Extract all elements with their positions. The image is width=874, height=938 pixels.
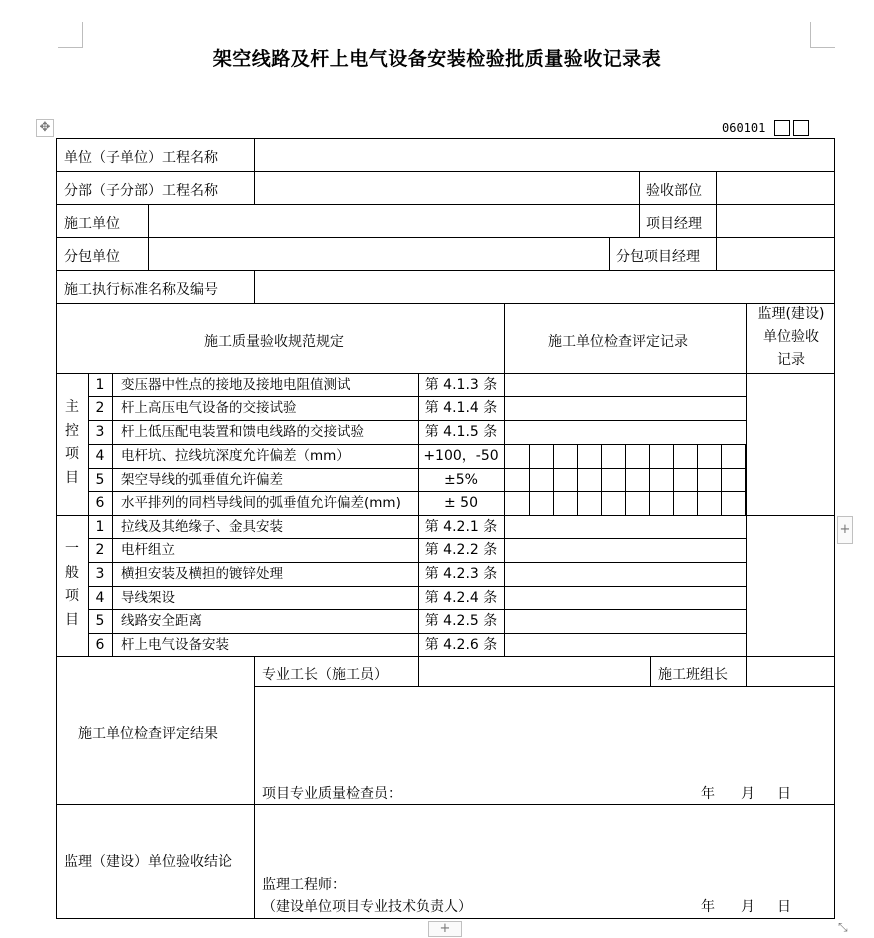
spec-column-header: 施工质量验收规范规定 [204,334,344,350]
inspector-label: 项目专业质量检查员： [262,786,402,802]
general-item-ref: 第 4.2.1 条 [424,519,498,535]
general-group-char: 目 [65,611,79,628]
general-item-no: 5 [95,613,105,629]
result-date-month: 月 [741,786,755,802]
table-border-left [56,138,57,919]
supervision-header-line1: 监理(建设) [757,306,825,322]
main-control-group-char: 控 [65,422,79,439]
header-row-line [56,204,835,205]
header-row-line [56,171,835,172]
main-control-item-ref: +100，-50 [423,448,499,464]
result-date-day: 日 [777,786,791,802]
check-subcell-line [649,444,650,516]
grid-line [716,171,717,205]
sub-project-label: 分部（子分部）工程名称 [64,183,218,199]
grid-line [254,138,255,172]
document-title: 架空线路及杆上电气设备安装检验批质量验收记录表 [212,48,662,70]
general-item-name: 横担安装及横担的镀锌处理 [121,566,283,582]
form-code: 060101 [722,121,766,135]
main-control-item-no: 1 [95,377,105,393]
main-control-item-name: 杆上低压配电装置和馈电线路的交接试验 [121,424,364,440]
header-row-line [56,270,835,271]
project-manager-label: 项目经理 [646,216,702,232]
grid-line [746,656,747,687]
result-bottom-line [56,804,835,805]
check-record-column-header: 施工单位检查评定记录 [548,334,688,350]
conclusion-date-year: 年 [701,899,715,915]
main-control-item-name: 变压器中性点的接地及接地电阻值测试 [121,377,351,393]
general-group-char: 般 [65,564,79,581]
general-item-no: 6 [95,637,105,653]
plus-icon: + [839,522,851,537]
grid-line [112,373,113,657]
plus-icon: + [439,921,451,936]
grid-line [254,171,255,205]
main-control-group-char: 主 [65,399,79,415]
result-header-line [254,686,835,687]
subcontract-manager-label: 分包项目经理 [616,249,700,265]
unit-project-label: 单位（子单位）工程名称 [64,150,218,166]
general-group-char: 一 [65,541,79,557]
general-item-ref: 第 4.2.4 条 [424,590,498,606]
main-control-item-name: 架空导线的弧垂值允许偏差 [121,472,283,488]
general-item-no: 1 [95,519,105,535]
main-control-item-ref: 第 4.1.5 条 [424,424,498,440]
column-header-line [56,373,835,374]
grid-line [254,270,255,304]
add-row-button[interactable] [428,921,462,937]
main-control-item-no: 6 [95,495,105,511]
code-box-2[interactable] [793,120,809,136]
table-border-top [56,138,835,139]
grid-line [650,656,651,687]
main-control-item-name: 杆上高压电气设备的交接试验 [121,400,297,416]
result-date-year: 年 [701,786,715,802]
general-item-name: 线路安全距离 [121,613,202,629]
general-item-name: 拉线及其绝缘子、金具安装 [121,519,283,535]
result-label: 施工单位检查评定结果 [78,726,218,742]
check-subcell-line [721,444,722,516]
general-item-ref: 第 4.2.6 条 [424,637,498,653]
check-subcell-line [625,444,626,516]
table-border-right [834,138,835,919]
main-control-item-ref: 第 4.1.4 条 [424,400,498,416]
grid-line [609,237,610,271]
check-subcell-line [697,444,698,516]
check-subcell-line [601,444,602,516]
main-control-item-name: 电杆坑、拉线坑深度允许偏差（mm） [121,448,350,464]
section-divider [56,515,835,516]
owner-label: （建设单位项目专业技术负责人） [262,899,472,915]
grid-line [639,204,640,238]
main-control-item-ref: 第 4.1.3 条 [424,377,498,393]
check-subcell-line [577,444,578,516]
subcontract-unit-label: 分包单位 [64,249,120,265]
conclusion-date-month: 月 [741,899,755,915]
header-row-line [56,237,835,238]
general-item-name: 电杆组立 [121,542,175,558]
main-control-group-char: 目 [65,469,79,486]
general-item-ref: 第 4.2.2 条 [424,542,498,558]
team-leader-label: 施工班组长 [658,667,728,683]
standard-label: 施工执行标准名称及编号 [64,282,218,298]
main-control-item-name: 水平排列的同档导线间的弧垂值允许偏差(mm) [121,495,401,511]
supervision-header-line3: 记录 [777,352,805,368]
code-box-1[interactable] [774,120,790,136]
conclusion-date-day: 日 [777,899,791,915]
main-control-item-no: 2 [95,400,105,416]
grid-line [716,237,717,271]
table-move-handle[interactable] [36,119,54,137]
resize-icon[interactable]: ⤡ [838,920,848,934]
grid-line [639,171,640,205]
check-subcell-line [553,444,554,516]
header-row-line [56,303,835,304]
conclusion-label: 监理（建设）单位验收结论 [64,854,232,870]
general-item-no: 2 [95,542,105,558]
main-control-item-no: 4 [95,448,105,464]
supervision-header-line2: 单位验收 [763,329,819,345]
general-item-ref: 第 4.2.3 条 [424,566,498,582]
grid-line [746,303,747,657]
general-item-no: 3 [95,566,105,582]
main-control-item-no: 5 [95,472,105,488]
general-item-name: 导线架设 [121,590,175,606]
main-control-item-ref: ± 50 [444,495,478,511]
main-control-item-no: 3 [95,424,105,440]
main-control-item-ref: ±5% [444,472,478,488]
engineer-label: 监理工程师： [262,877,346,893]
check-subcell-line [529,444,530,516]
general-group-char: 项 [65,588,79,604]
grid-line [716,204,717,238]
grid-line [148,204,149,238]
general-item-name: 杆上电气设备安装 [121,637,229,653]
check-subcell-line [673,444,674,516]
general-item-no: 4 [95,590,105,606]
main-control-group-char: 项 [65,446,79,462]
general-item-ref: 第 4.2.5 条 [424,613,498,629]
table-border-bottom [56,918,835,919]
acceptance-part-label: 验收部位 [646,183,702,199]
add-column-button[interactable] [837,516,853,544]
check-subcell-line [745,444,746,516]
foreman-label: 专业工长（施工员） [262,667,388,683]
items-bottom-line [56,656,835,657]
grid-line [504,303,505,657]
construction-unit-label: 施工单位 [64,216,120,232]
grid-line [254,656,255,919]
grid-line [148,237,149,271]
move-icon: ✥ [39,120,51,135]
grid-line [418,656,419,687]
